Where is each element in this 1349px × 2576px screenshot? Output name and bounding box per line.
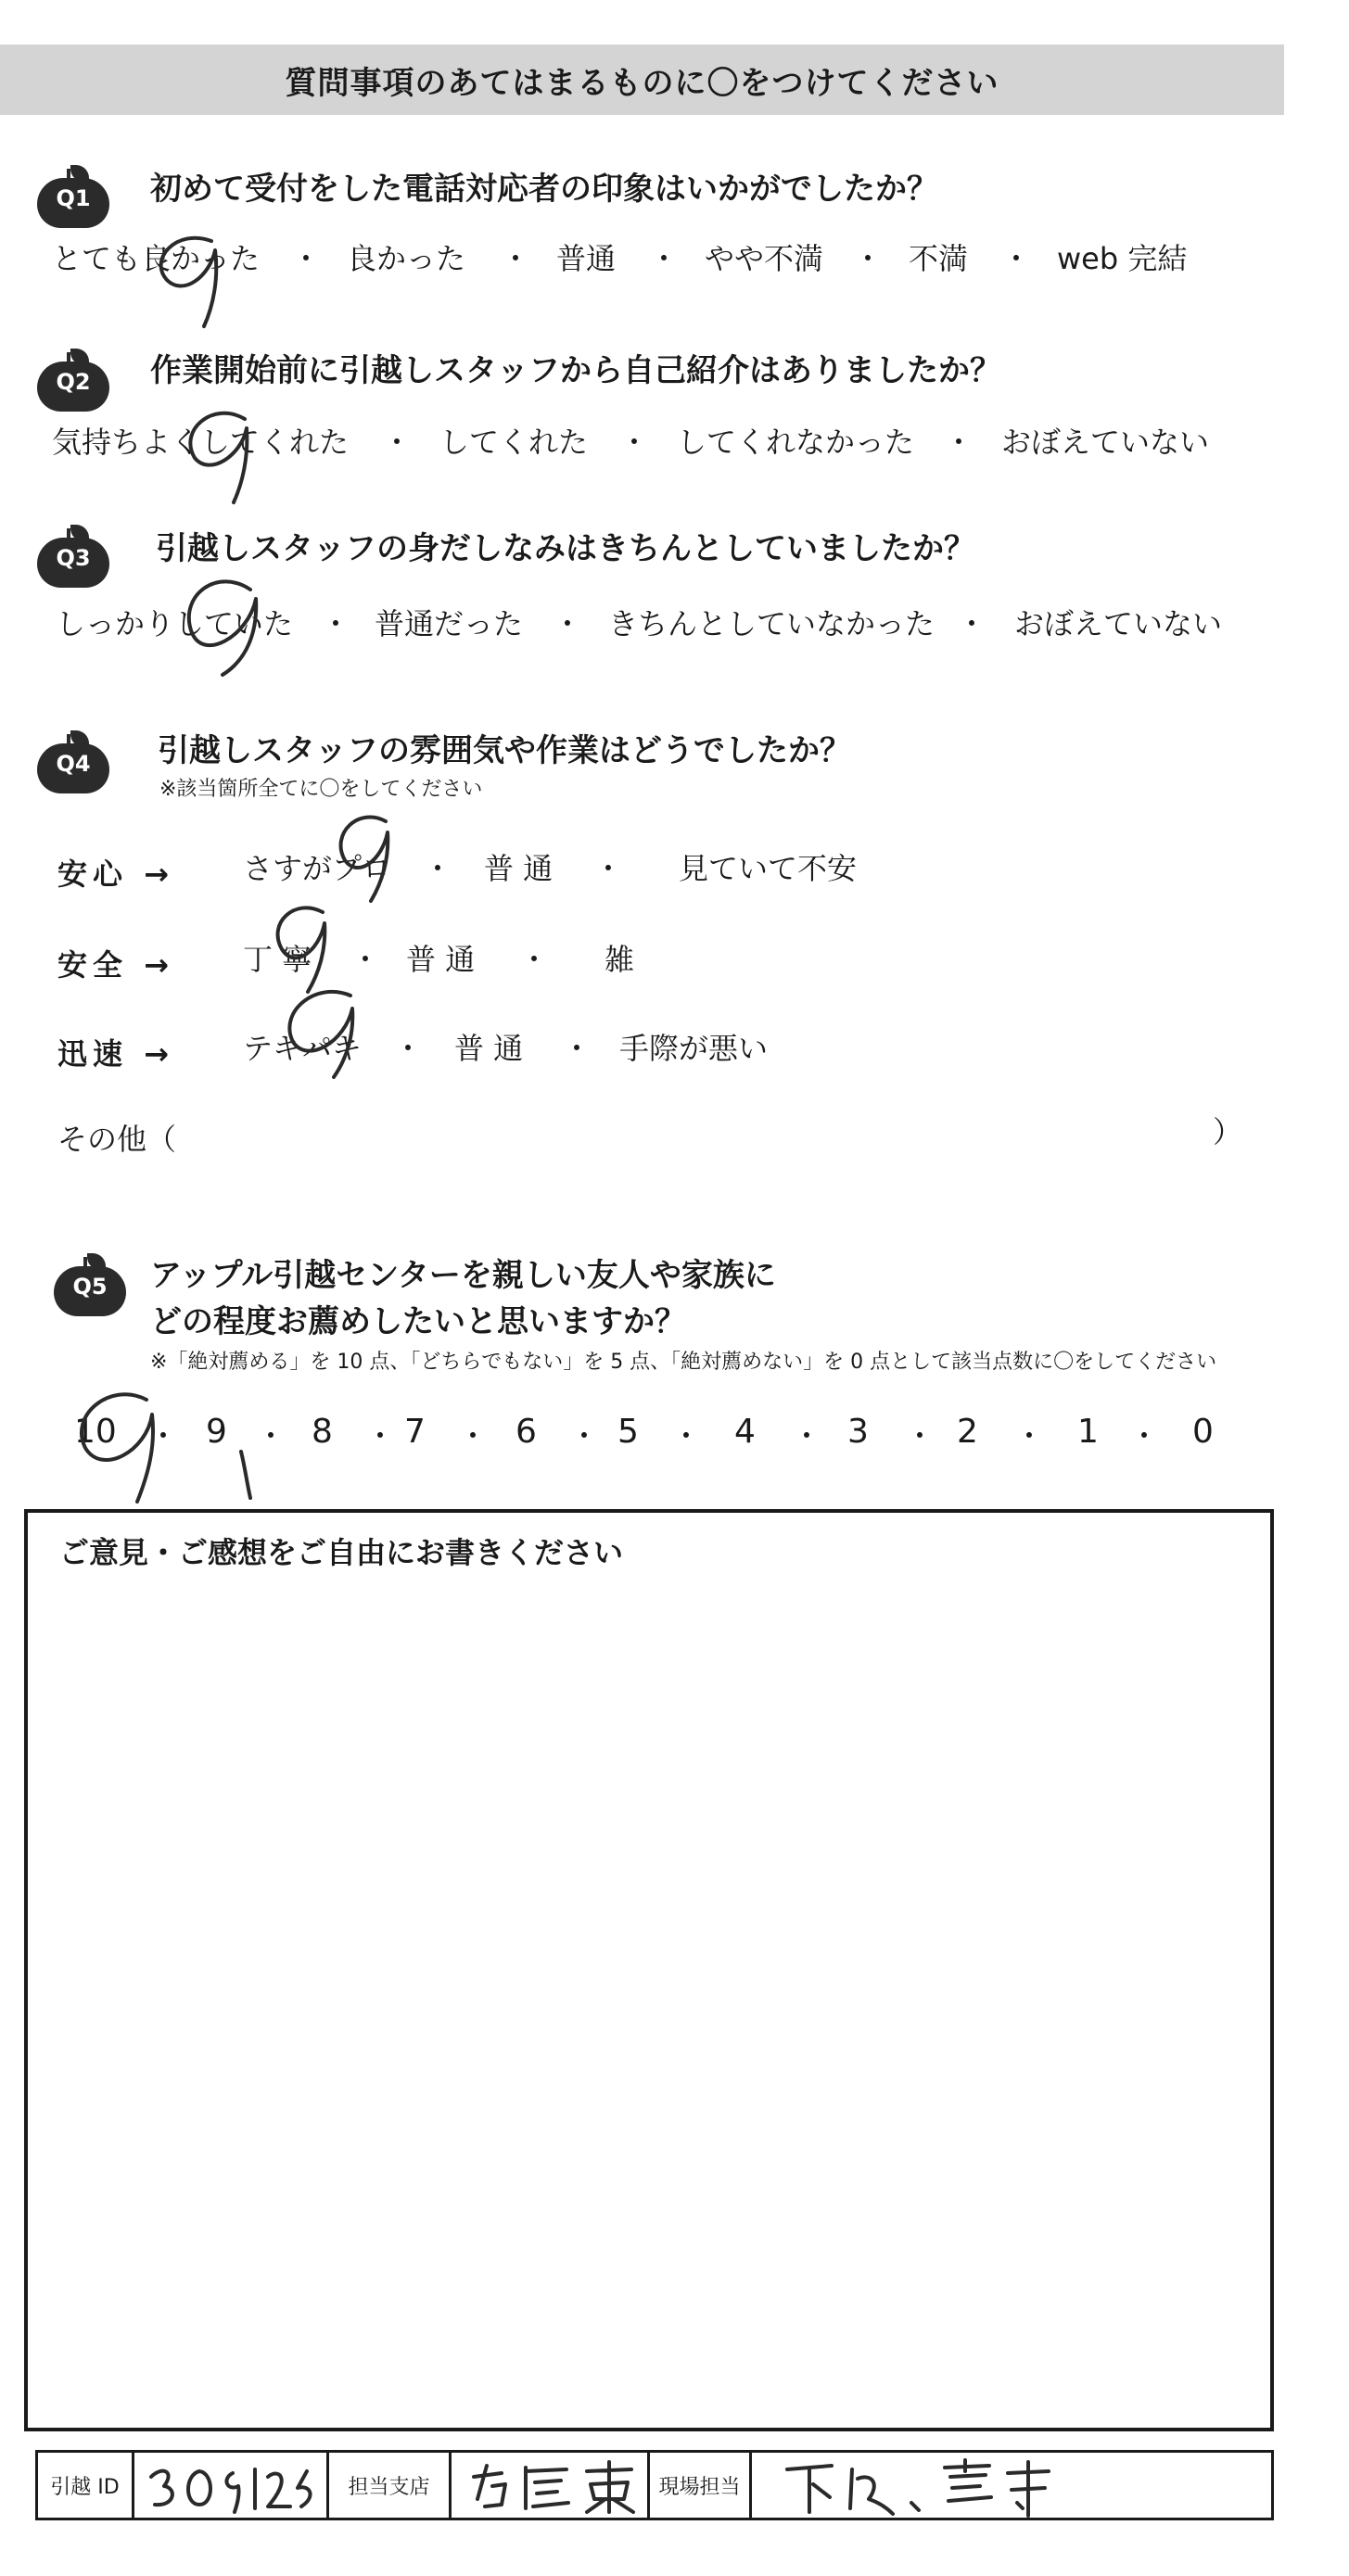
staff-handwriting <box>780 2456 1058 2519</box>
form-header <box>0 44 1284 115</box>
branch-label: 担当支店 <box>329 2453 452 2518</box>
q1-badge-label: Q1 <box>56 185 91 211</box>
q1-option-3[interactable]: 普通 <box>556 241 617 276</box>
q3-option-2[interactable]: 普通だった <box>375 606 524 641</box>
q3-option-3[interactable]: きちんとしていなかった <box>608 606 935 641</box>
q5-question-line2: どの程度お薦めしたいと思いますか？ <box>150 1303 686 1340</box>
q1-question: 初めて受付をした電話対応者の印象はいかがでしたか？ <box>150 171 938 208</box>
q5-score-9[interactable]: 9 <box>206 1413 227 1451</box>
q4-row-1-option-1[interactable]: さすがプロ <box>243 851 392 886</box>
q5-note: ※「絶対薦める」を 10 点、「どちらでもない」を 5 点、「絶対薦めない」を 0 点として該当点数に〇をしてください <box>150 1351 1217 1374</box>
move-id-handwriting <box>144 2460 320 2516</box>
q1-badge <box>33 165 113 230</box>
q2-handwritten-mark <box>167 397 269 508</box>
q4-row-1-options: さすがプロ ・ 普 通 ・ 見ていて不安 <box>0 845 1349 886</box>
q2-option-2[interactable]: してくれた <box>439 425 589 460</box>
q5-score-1[interactable]: 1 <box>1077 1413 1099 1451</box>
q4-badge-label: Q4 <box>56 751 91 777</box>
q2-options: 気持ちよくしてくれた ・ してくれた ・ してくれなかった ・ おぼえていない <box>0 419 1349 460</box>
q5-score-4[interactable]: 4 <box>734 1413 756 1451</box>
q3-badge <box>33 525 113 590</box>
q3-badge-label: Q3 <box>56 545 91 571</box>
footer-table <box>35 2450 1274 2520</box>
q5-score-5[interactable]: 5 <box>617 1413 639 1451</box>
q2-option-1[interactable]: 気持ちよくしてくれた <box>52 425 350 460</box>
q5-score-8[interactable]: 8 <box>312 1413 333 1451</box>
q1-handwritten-mark <box>139 222 241 334</box>
q1-option-6[interactable]: web 完結 <box>1057 241 1188 276</box>
q5-score-7[interactable]: 7 <box>404 1413 426 1451</box>
branch-handwriting <box>465 2458 641 2518</box>
q5-badge-label: Q5 <box>72 1274 108 1300</box>
q4-row-3-options: テキパキ ・ 普 通 ・ 手際が悪い <box>0 1025 1349 1066</box>
q4-row-1-option-3[interactable]: 見ていて不安 <box>679 851 858 886</box>
q3-option-4[interactable]: おぼえていない <box>1014 606 1223 641</box>
q3-question: 引越しスタッフの身だしなみはきちんとしていましたか？ <box>156 530 975 567</box>
q4-badge <box>33 730 113 795</box>
q5-score-2[interactable]: 2 <box>957 1413 978 1451</box>
q1-options: とても良かった ・ 良かった ・ 普通 ・ やや不満 ・ 不満 ・ web 完結 <box>0 235 1349 276</box>
q3-options: しっかりしていた ・ 普通だった ・ きちんとしていなかった ・ おぼえていない <box>0 601 1349 641</box>
q4-note: ※該当箇所全てに〇をしてください <box>159 778 483 801</box>
q4-row-2-options: 丁 寧 ・ 普 通 ・ 雑 <box>0 936 1349 977</box>
q2-option-3[interactable]: してくれなかった <box>677 425 915 460</box>
q5-question-line1: アップル引越センターを親しい友人や家族に <box>150 1257 776 1294</box>
q4-row-3-option-1[interactable]: テキパキ <box>243 1031 363 1066</box>
q4-row-1-handwritten-mark <box>325 805 408 907</box>
q2-badge <box>33 349 113 413</box>
q4-other-close: ） <box>1213 1114 1243 1149</box>
q2-badge-label: Q2 <box>56 369 91 395</box>
q4-row-2-label: 安全 → <box>57 947 174 983</box>
q1-option-5[interactable]: 不満 <box>909 241 969 276</box>
q2-option-4[interactable]: おぼえていない <box>1001 425 1210 460</box>
branch-value[interactable] <box>452 2453 650 2518</box>
q1-option-4[interactable]: やや不満 <box>705 241 824 276</box>
comment-box[interactable] <box>24 1509 1274 2431</box>
q5-score-6[interactable]: 6 <box>515 1413 537 1451</box>
q4-row-1-label: 安心 → <box>57 857 174 892</box>
q4-row-2-option-3[interactable]: 雑 <box>605 942 635 977</box>
q4-row-3-label: 迅速 → <box>57 1036 174 1072</box>
q5-score-10[interactable]: 10 <box>74 1413 117 1451</box>
staff-label: 現場担当 <box>650 2453 752 2518</box>
q1-option-1[interactable]: とても良かった <box>52 241 261 276</box>
q4-row-3-option-2[interactable]: 普 通 <box>454 1031 524 1066</box>
q3-handwritten-mark <box>167 562 278 682</box>
q5-score-0[interactable]: 0 <box>1192 1413 1214 1451</box>
form-header-title: 質問事項のあてはまるものに〇をつけてください <box>285 64 999 102</box>
q4-other-label: その他（ <box>57 1122 177 1157</box>
q4-row-2-option-1[interactable]: 丁 寧 <box>243 942 312 977</box>
q5-score-3[interactable]: 3 <box>847 1413 869 1451</box>
staff-value[interactable] <box>752 2453 1271 2518</box>
move-id-label: 引越 ID <box>38 2453 134 2518</box>
q4-row-3-handwritten-mark <box>269 981 371 1083</box>
q5-handwritten-mark <box>56 1381 278 1511</box>
q4-question: 引越しスタッフの雰囲気や作業はどうでしたか？ <box>158 732 851 769</box>
q3-option-1[interactable]: しっかりしていた <box>56 606 294 641</box>
q4-row-2-option-2[interactable]: 普 通 <box>406 942 476 977</box>
q5-badge <box>50 1253 130 1318</box>
move-id-value[interactable] <box>134 2453 329 2518</box>
q1-option-2[interactable]: 良かった <box>347 241 466 276</box>
q4-row-1-option-2[interactable]: 普 通 <box>484 851 554 886</box>
q4-row-3-option-3[interactable]: 手際が悪い <box>619 1031 769 1066</box>
q5-scale: 10 ・ 9 ・ 8 ・ 7 ・ 6 ・ 5 ・ 4 ・ 3 ・ 2 ・ 1 ・ 0 <box>74 1413 1214 1453</box>
comment-box-label: ご意見・ご感想をご自由にお書きください <box>59 1535 624 1570</box>
q2-question: 作業開始前に引越しスタッフから自己紹介はありましたか？ <box>150 352 1001 389</box>
